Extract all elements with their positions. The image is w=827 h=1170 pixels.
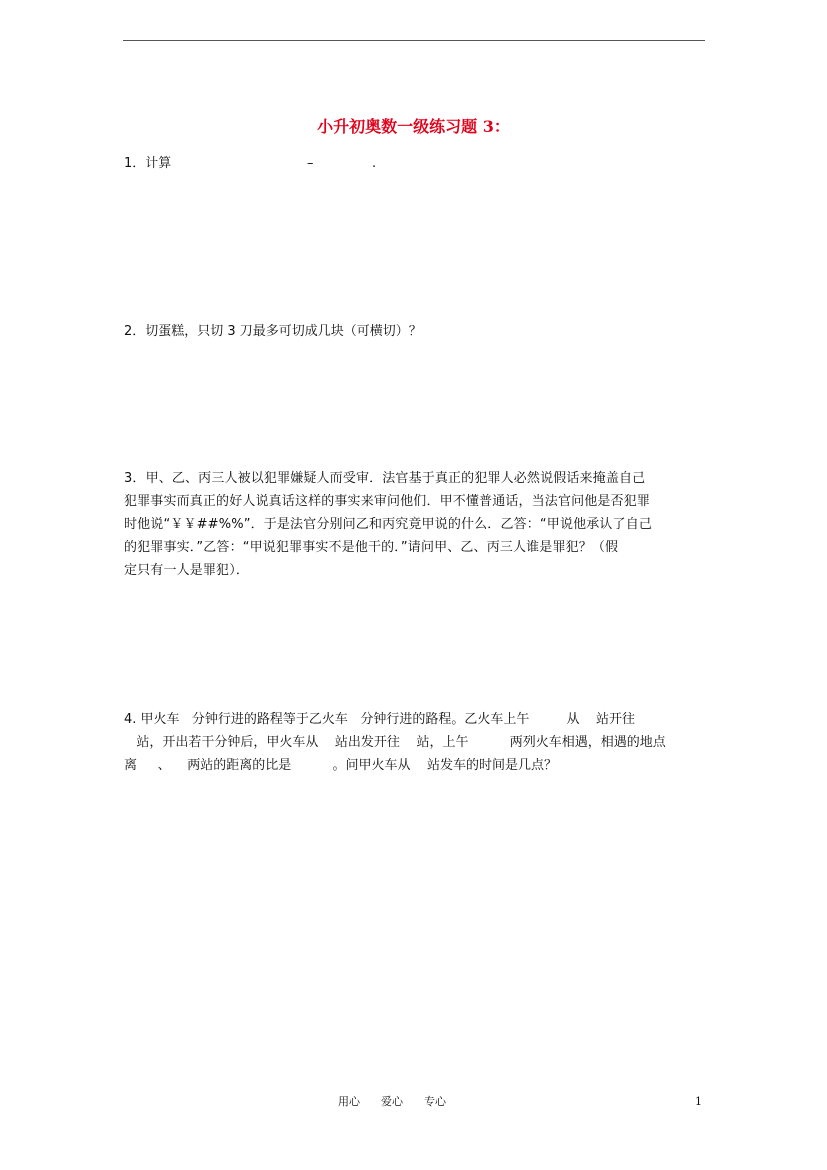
page-title: 小升初奥数一级练习题 3： <box>317 117 510 136</box>
question-1-period: . <box>372 156 377 171</box>
question-2 <box>124 320 704 343</box>
footer-motto: 用心 爱心 专心 <box>338 1095 446 1108</box>
question-4-line: 4. 甲火车 分钟行进的路程等于乙火车 分钟行进的路程。乙火车上午 从 站开往 <box>124 712 636 727</box>
question-1-label: 1．计算 <box>124 156 172 171</box>
page-number: 1 <box>695 1095 702 1108</box>
question-3-line: 定只有一人是罪犯）． <box>124 563 250 578</box>
question-4-line: 离 、 两站的距离的比是 。问甲火车从 站发车的时间是几点？ <box>124 758 558 773</box>
header-rule <box>123 40 705 41</box>
question-4-line: 站，开出若干分钟后，甲火车从 站出发开往 站，上午 两列火车相遇，相遇的地点 <box>124 735 666 750</box>
question-4 <box>124 708 706 777</box>
question-3-line: 时他说“￥￥##%%”．于是法官分别问乙和丙究竟甲说的什么．乙答：“甲说他承认了自己 <box>124 517 652 532</box>
question-1-minus-sign: – <box>307 156 314 171</box>
question-3-line: 的犯罪事实．”乙答：“甲说犯罪事实不是他干的．”请问甲、乙、丙三人谁是罪犯？（假 <box>124 540 619 555</box>
question-3 <box>124 467 706 582</box>
question-3-line: 3．甲、乙、丙三人被以犯罪嫌疑人而受审．法官基于真正的犯罪人必然说假话来掩盖自己 <box>124 471 646 486</box>
question-1 <box>124 152 424 175</box>
question-2-text: 2．切蛋糕，只切 3 刀最多可切成几块（可横切）？ <box>124 324 422 339</box>
question-3-line: 犯罪事实而真正的好人说真话这样的事实来审问他们．甲不懂普通话，当法官问他是否犯罪 <box>124 494 651 509</box>
